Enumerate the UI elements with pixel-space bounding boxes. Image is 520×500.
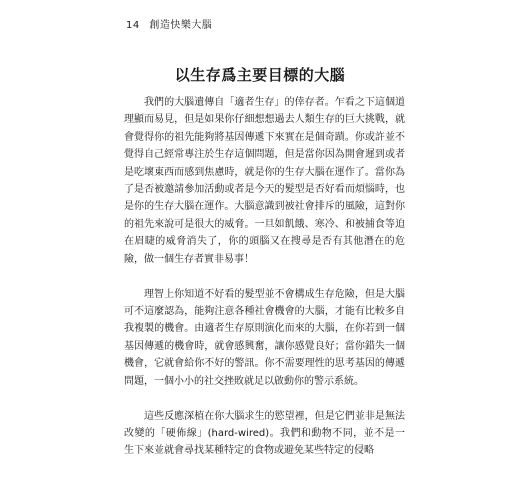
section-title: 以生存爲主要目標的大腦 bbox=[174, 66, 346, 84]
body-text bbox=[124, 94, 405, 460]
paragraph: 理智上你知道不好看的髮型並不會構成生存危險，但是大腦可不這麼認為，能夠注意各種社會機會的大腦，才能有比較多自我複製的機會。由適者生存原則演化而來的大腦，在你若到一個基因傳遞的機會時，就會感興奮，讓你感覺良好；當你錯失一個機會，它就會給你不好的警訊。你不需要理性的思考基因的傳遞問題，一個小小的社交挫敗就足以啟動你的警示系統。 bbox=[124, 288, 405, 387]
running-header bbox=[126, 20, 212, 32]
paragraph: 我們的大腦遺傳自「適者生存」的倖存者。乍看之下這個道理顯而易見，但是如果你仔細想想過去人類生存的巨大挑戰，就會覺得你的祖先能夠將基因傳遞下來實在是個奇蹟。你或許並不覺得自己經常專注於生存這個問題，但是當你因為開會遲到或者是吃壞東西而感到焦慮時，就是你的生存大腦在運作了。當你為了是否被邀請參加活動或者是今天的髮型是否好看而煩惱時，也是你的生存大腦在運作。大腦意識到被社會排斥的風險，這對你的祖先來說可是很大的威脅。一旦如飢餓、寒冷、和被捕食等迫在眉睫的威脅消失了，你的頭腦又在搜尋是否有其他潛在的危險，做一個生存者實非易事！ bbox=[124, 97, 405, 265]
paragraph: 這些反應深植在你大腦求生的慾望裡，但是它們並非是無法改變的「硬佈線」(hard-wired)。我們和動物不同，並不是一生下來並就會尋找某種特定的食物或避免某些特定的侵略 bbox=[124, 410, 405, 457]
page-number: 14 bbox=[126, 20, 140, 31]
book-title: 創造快樂大腦 bbox=[149, 20, 213, 31]
